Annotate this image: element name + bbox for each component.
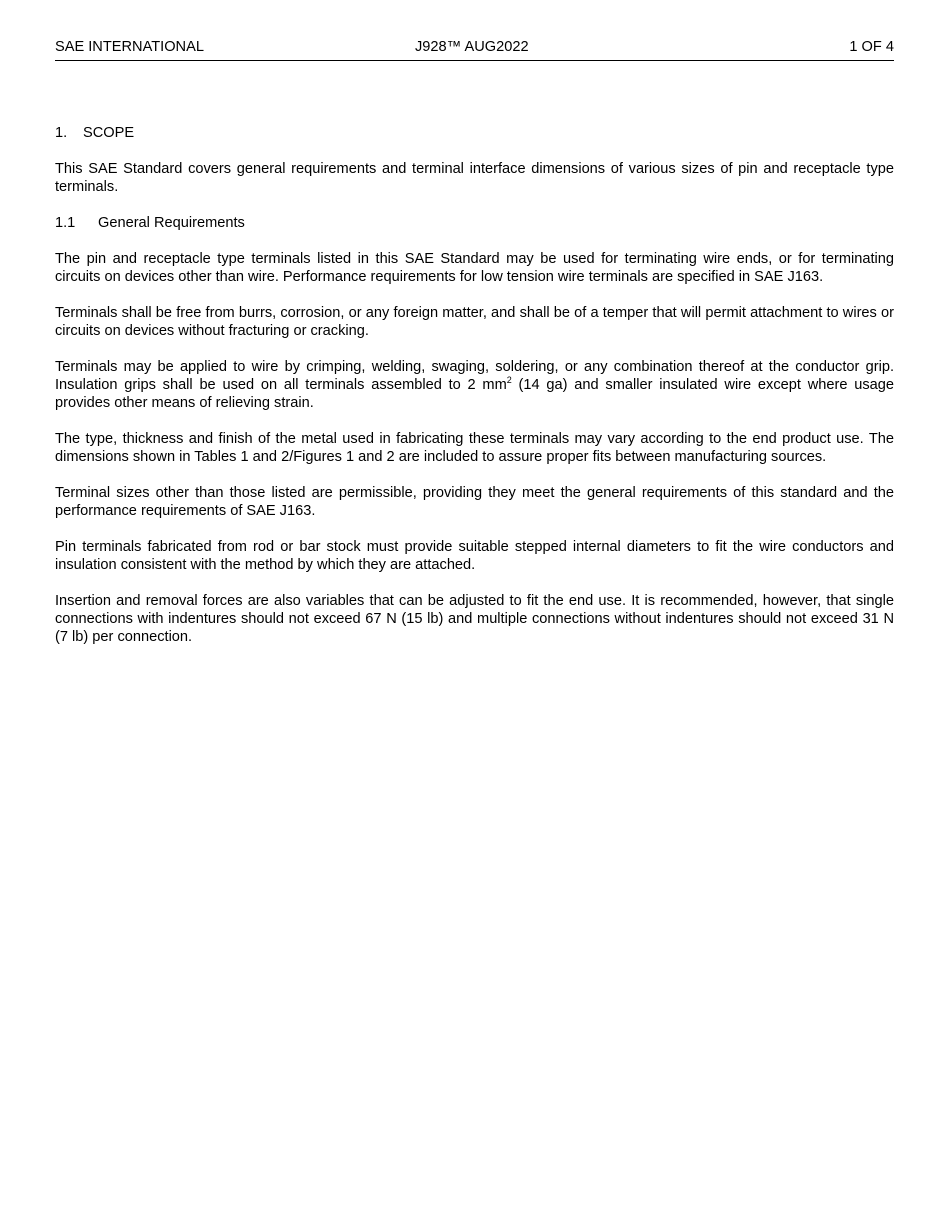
paragraph-metal-finish: The type, thickness and finish of the metal used in fabricating these terminals may vary according to the end product use. The dimensions shown in Tables 1 and 2/Figures 1 and 2 are included to assure proper fits between manufacturing sources.: [55, 431, 894, 465]
section-1-number: 1.: [55, 125, 68, 141]
paragraph-terminal-sizes: Terminal sizes other than those listed are permissible, providing they meet the general requirements of this standard and the performance requirements of SAE J163.: [55, 485, 894, 519]
section-1-1-heading: [55, 214, 894, 232]
paragraph-pin-terminals: Pin terminals fabricated from rod or bar stock must provide suitable stepped internal diameters to fit the wire conductors and insulation consistent with the method by which they are attached.: [55, 539, 894, 573]
paragraph-application-methods-part1: Terminals may be applied to wire by crimping, welding, swaging, soldering, or any combination thereof at the conductor grip. Insulation grips shall be used on all terminals assembled to 2 mm: [55, 359, 894, 393]
section-1-1-number: 1.1: [55, 215, 76, 231]
section-1-1-title: General Requirements: [98, 215, 245, 231]
paragraph-application-methods: [55, 358, 894, 412]
section-1-title: SCOPE: [83, 125, 135, 141]
paragraph-surface-condition: Terminals shall be free from burrs, corrosion, or any foreign matter, and shall be of a temper that will permit attachment to wires or circuits on devices without fracturing or cracking.: [55, 305, 894, 339]
header-document-id: J928™ AUG2022: [415, 39, 529, 55]
paragraph-application-methods-part2: (14 ga) and smaller insulated wire except where usage provides other means of relieving strain.: [55, 377, 894, 411]
header-page-info: 1 OF 4: [849, 39, 894, 55]
header-organization: SAE INTERNATIONAL: [55, 39, 204, 55]
superscript-squared: 2: [506, 375, 512, 385]
page-header: [55, 38, 894, 61]
section-1-heading: [55, 124, 894, 142]
paragraph-usage: The pin and receptacle type terminals listed in this SAE Standard may be used for terminating wire ends, or for terminating circuits on devices other than wire. Performance requirements for low tension wire terminals are specified in SAE J163.: [55, 251, 894, 285]
document-body: [55, 124, 894, 646]
paragraph-insertion-forces: Insertion and removal forces are also variables that can be adjusted to fit the end use. It is recommended, however, that single connections with indentures should not exceed 67 N (15 lb) and multiple connections without indentures should not exceed 31 N (7 lb) per connection.: [55, 593, 894, 645]
section-1-intro: This SAE Standard covers general requirements and terminal interface dimensions of various sizes of pin and receptacle type terminals.: [55, 161, 894, 195]
